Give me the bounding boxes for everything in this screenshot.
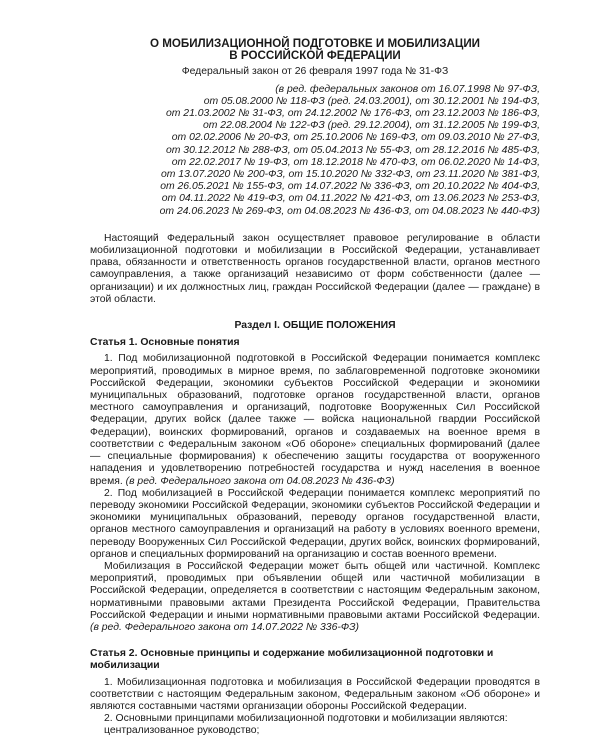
law-subtitle: Федеральный закон от 26 февраля 1997 года № 31-ФЗ [181,66,449,78]
article-2-paragraph-3: централизованное руководство; [104,725,260,737]
amendment-line: от 24.06.2023 № 269-ФЗ, от 04.08.2023 № 436-ФЗ, от 04.08.2023 № 440-ФЗ) [159,205,540,217]
article-1-paragraph-1 [90,353,540,487]
paragraph-text: 1. Под мобилизационной подготовкой в Российской Федерации понимается комплекс мероприятий, проводимых в мирное время, по заблаговременной подготовке экономики Российской Федерации, экономики субъектов Российской Федерации и экономики муниципальных образований, подготовке органов государственной власти, органов местного самоуправления и организаций, подготовке Вооруженных Сил Российской Федерации, других войск (далее также — войска национальной гвардии Российской Федерации), воинских формирований, органов и создаваемых на военное время в соответствии с Федеральным законом «Об обороне» специальных формирований (далее — специальные формирования) к обеспечению защиты государства от вооруженного нападения и удовлетворению потребностей государства и нужд населения в военное время. [90,353,540,487]
spacer [90,634,540,648]
amendment-line: от 04.11.2022 № 419-ФЗ, от 04.11.2022 № 421-ФЗ, от 13.06.2023 № 253-ФЗ, [161,193,540,205]
amendment-line: от 22.08.2004 № 122-ФЗ (ред. 29.12.2004), от 31.12.2005 № 199-ФЗ, [202,120,540,132]
amendment-line: от 02.02.2006 № 20-ФЗ, от 25.10.2006 № 169-ФЗ, от 09.03.2010 № 27-ФЗ, [171,132,540,144]
article-2-paragraph-1: 1. Мобилизационная подготовка и мобилизация в Российской Федерации проводятся в соответствии с настоящим Федеральным законом, Федеральным законом «Об обороне» и являются составными частями организации обороны Российской Федерации. [90,676,540,712]
amendment-line: от 30.12.2012 № 288-ФЗ, от 05.04.2013 № 55-ФЗ, от 28.12.2016 № 485-ФЗ, [165,144,540,156]
title-line-1: О МОБИЛИЗАЦИОННОЙ ПОДГОТОВКЕ И МОБИЛИЗАЦИИ [149,37,481,50]
amendment-line: от 26.05.2021 № 155-ФЗ, от 14.07.2022 № 336-ФЗ, от 20.10.2022 № 404-ФЗ, [160,181,540,193]
section-heading: Раздел I. ОБЩИЕ ПОЛОЖЕНИЯ [234,320,396,332]
amendment-line: от 22.02.2017 № 19-ФЗ, от 18.12.2018 № 470-ФЗ, от 06.02.2020 № 14-ФЗ, [171,156,540,168]
article-2-heading: Статья 2. Основные принципы и содержание мобилизационной подготовки и мобилизации [90,648,494,672]
paragraph-text: Мобилизация в Российской Федерации может быть общей или частичной. Комплекс мероприятий, проводимых при объявлении общей или частичной мобилизации в Российской Федерации, определяется в соответствии с настоящим Федеральным законом, нормативными правовыми актами Президента Российской Федерации, Правительства Российской Федерации и иными нормативными правовыми актами Российской Федерации. [90,560,540,621]
amendment-reference: (в ред. Федерального закона от 14.07.2022 № 336-ФЗ) [90,621,359,633]
intro-paragraph: Настоящий Федеральный закон осуществляет правовое регулирование в области мобилизационной подготовки и мобилизации в Российской Федерации, устанавливает права, обязанности и ответственность органов государственной власти, органов местного самоуправления, а также организаций независимо от форм собственности (далее — организации) и их должностных лиц, граждан Российской Федерации (далее — граждане) в этой области. [90,232,540,305]
amendment-reference: (в ред. Федерального закона от 04.08.2023 № 436-ФЗ) [125,475,395,487]
article-2-paragraph-2: 2. Основными принципами мобилизационной подготовки и мобилизации являются: [104,713,508,725]
amendment-line: от 21.03.2002 № 31-ФЗ, от 24.12.2002 № 176-ФЗ, от 23.12.2003 № 186-ФЗ, [165,108,540,120]
document-title [90,38,540,62]
amendment-line: (в ред. федеральных законов от 16.07.1998 № 97-ФЗ, [275,83,540,95]
amendment-line: от 13.07.2020 № 200-ФЗ, от 15.10.2020 № 332-ФЗ, от 23.11.2020 № 381-ФЗ, [160,169,540,181]
article-1-heading: Статья 1. Основные понятия [90,337,240,349]
amendment-line: от 05.08.2000 № 118-ФЗ (ред. 24.03.2001), от 30.12.2001 № 194-ФЗ, [203,95,540,107]
article-1-paragraph-2: 2. Под мобилизацией в Российской Федерации понимается комплекс мероприятий по переводу экономики Российской Федерации, экономики субъектов Российской Федерации и экономики муниципальных образований, переводу органов государственной власти, органов местного самоуправления и организаций на работу в условиях военного времени, переводу Вооруженных Сил Российской Федерации, других войск, воинских формирований, органов и специальных формирований на организацию и состав военного времени. [90,487,540,560]
amendments-list [90,84,540,218]
article-1-paragraph-3 [90,561,540,634]
title-line-2: В РОССИЙСКОЙ ФЕДЕРАЦИИ [229,49,401,63]
